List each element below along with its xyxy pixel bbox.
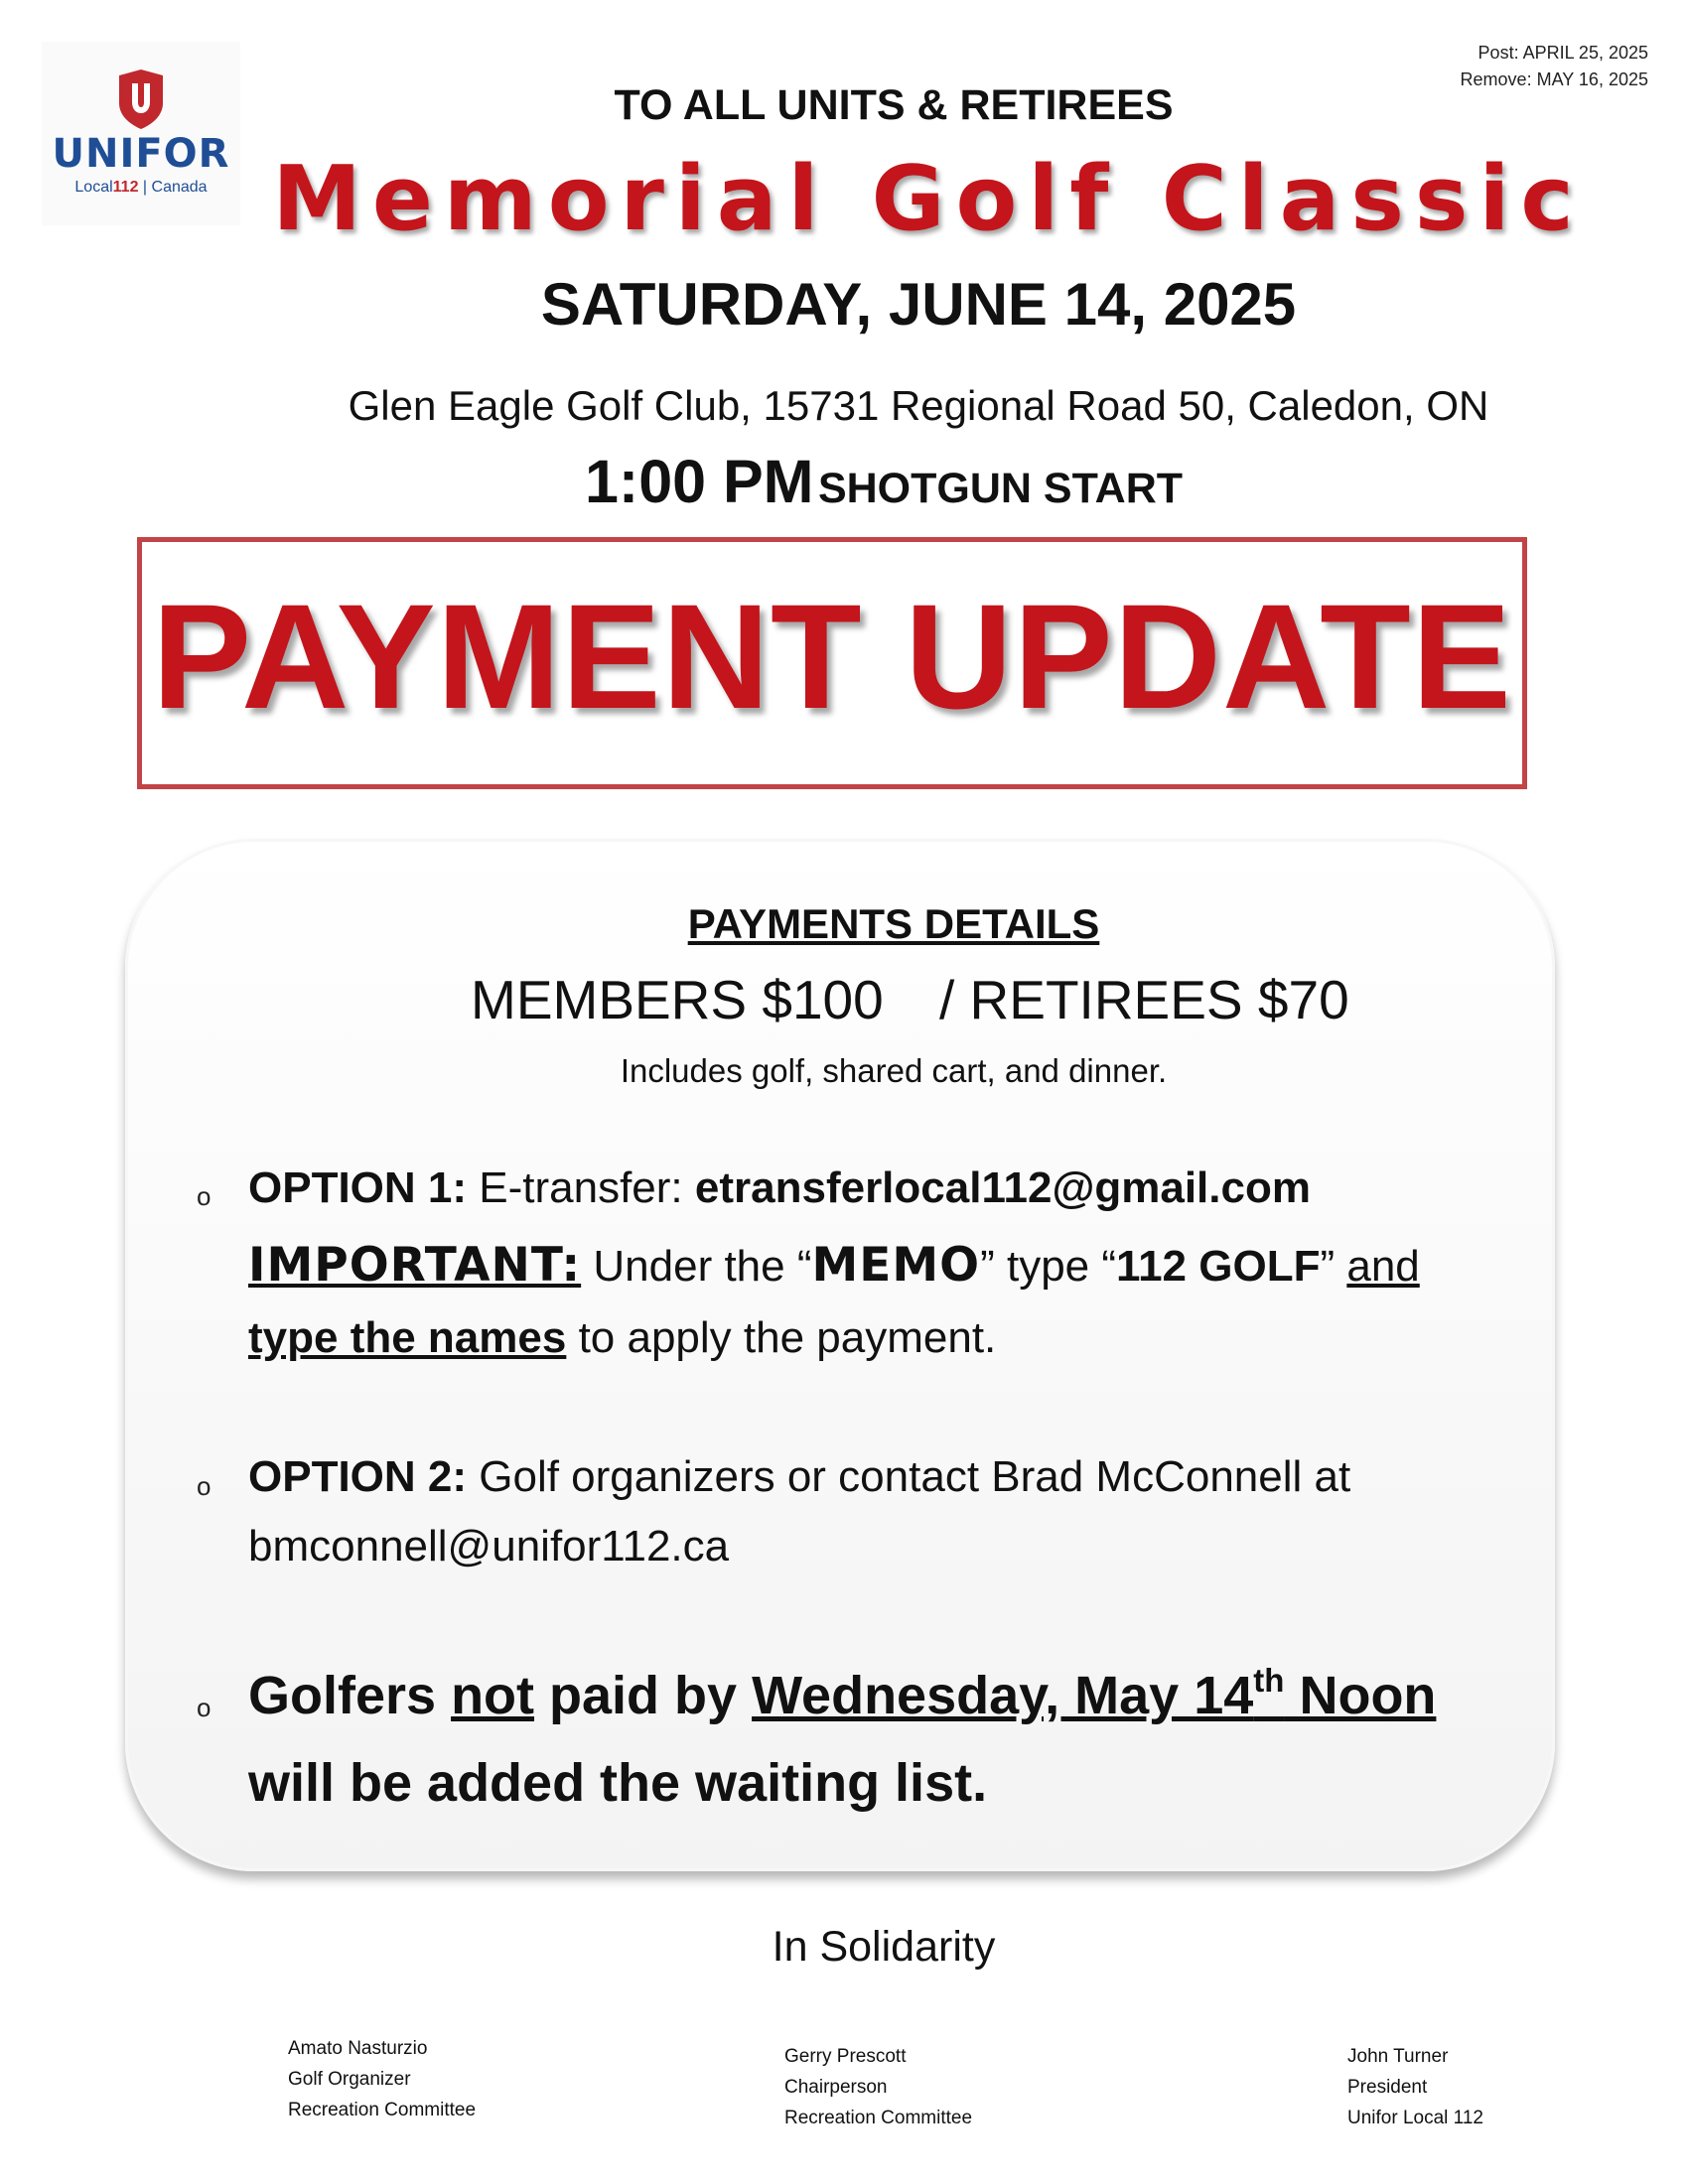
audience-line: TO ALL UNITS & RETIREES [614, 81, 1174, 129]
signer-title: President [1347, 2077, 1428, 2098]
memo-code-end: ” [1320, 1242, 1347, 1291]
option-1-line [248, 1163, 1311, 1213]
memo-and: and [1346, 1242, 1420, 1291]
event-title: Memorial Golf Classic [272, 147, 1585, 251]
deadline-golfers: Golfers [248, 1666, 452, 1725]
waiting-list-line: will be added the waiting list. [248, 1753, 988, 1813]
bullet-icon: o [197, 1181, 211, 1211]
signature-block [288, 2033, 476, 2125]
deadline-line [248, 1662, 1436, 1726]
logo-subline: Local112 | Canada [74, 179, 208, 196]
deadline-paid-by: paid by [534, 1666, 753, 1725]
payment-update-heading: PAYMENT UPDATE [152, 573, 1512, 740]
option-2-line [248, 1452, 1350, 1502]
signer-name: John Turner [1347, 2046, 1449, 2067]
shotgun-start-label: SHOTGUN START [817, 465, 1184, 512]
option-2-text: Golf organizers or contact Brad McConnell at [467, 1452, 1351, 1501]
important-label: IMPORTANT: [248, 1238, 582, 1293]
signer-committee: Recreation Committee [784, 2108, 973, 2128]
post-date: Post: APRIL 25, 2025 [1477, 43, 1648, 63]
contact-email[interactable]: bmconnell@unifor112.ca [248, 1522, 730, 1570]
option-1-names-line [248, 1313, 996, 1363]
type-names-emphasis: type the names [248, 1313, 567, 1362]
signer-committee: Unifor Local 112 [1347, 2108, 1483, 2128]
bullet-icon: o [197, 1471, 211, 1501]
start-time: 1:00 PM [584, 448, 814, 515]
remove-date: Remove: MAY 16, 2025 [1460, 69, 1648, 89]
event-location: Glen Eagle Golf Club, 15731 Regional Road 50, Caledon, ON [348, 382, 1489, 429]
apply-payment-text: to apply the payment. [566, 1313, 997, 1362]
deadline-not: not [451, 1666, 535, 1725]
event-date: SATURDAY, JUNE 14, 2025 [540, 271, 1297, 338]
memo-type-text: ” type “ [980, 1242, 1117, 1291]
closing-salutation: In Solidarity [772, 1923, 996, 1971]
price-includes: Includes golf, shared cart, and dinner. [620, 1052, 1168, 1089]
signer-title: Golf Organizer [288, 2069, 411, 2090]
option-1-method: E-transfer: [467, 1163, 695, 1212]
signature-block [784, 2041, 972, 2133]
logo-wordmark: UNIFOR [52, 131, 230, 177]
bullet-icon: o [197, 1693, 211, 1722]
members-price: MEMBERS $100 [471, 969, 884, 1030]
retirees-price: / RETIREES $70 [939, 969, 1349, 1030]
etransfer-email[interactable]: etransferlocal112@gmail.com [694, 1163, 1311, 1212]
signature-block [1347, 2041, 1483, 2133]
event-time [0, 447, 1688, 516]
memo-keyword: MEMO [811, 1238, 981, 1293]
option-2-label: OPTION 2: [248, 1452, 468, 1501]
option-1-important-line [248, 1238, 1420, 1293]
payment-details-title: PAYMENTS DETAILS [687, 900, 1100, 947]
signer-name: Amato Nasturzio [288, 2038, 428, 2059]
memo-instruction-start: Under the “ [581, 1242, 812, 1291]
signer-name: Gerry Prescott [784, 2046, 907, 2067]
signer-title: Chairperson [784, 2077, 888, 2098]
payment-update-box [137, 537, 1527, 789]
memo-code: 112 GOLF [1116, 1242, 1321, 1291]
signer-committee: Recreation Committee [288, 2100, 477, 2120]
option-1-label: OPTION 1: [248, 1163, 468, 1212]
deadline-date: Wednesday, May 14th Noon [752, 1662, 1437, 1725]
